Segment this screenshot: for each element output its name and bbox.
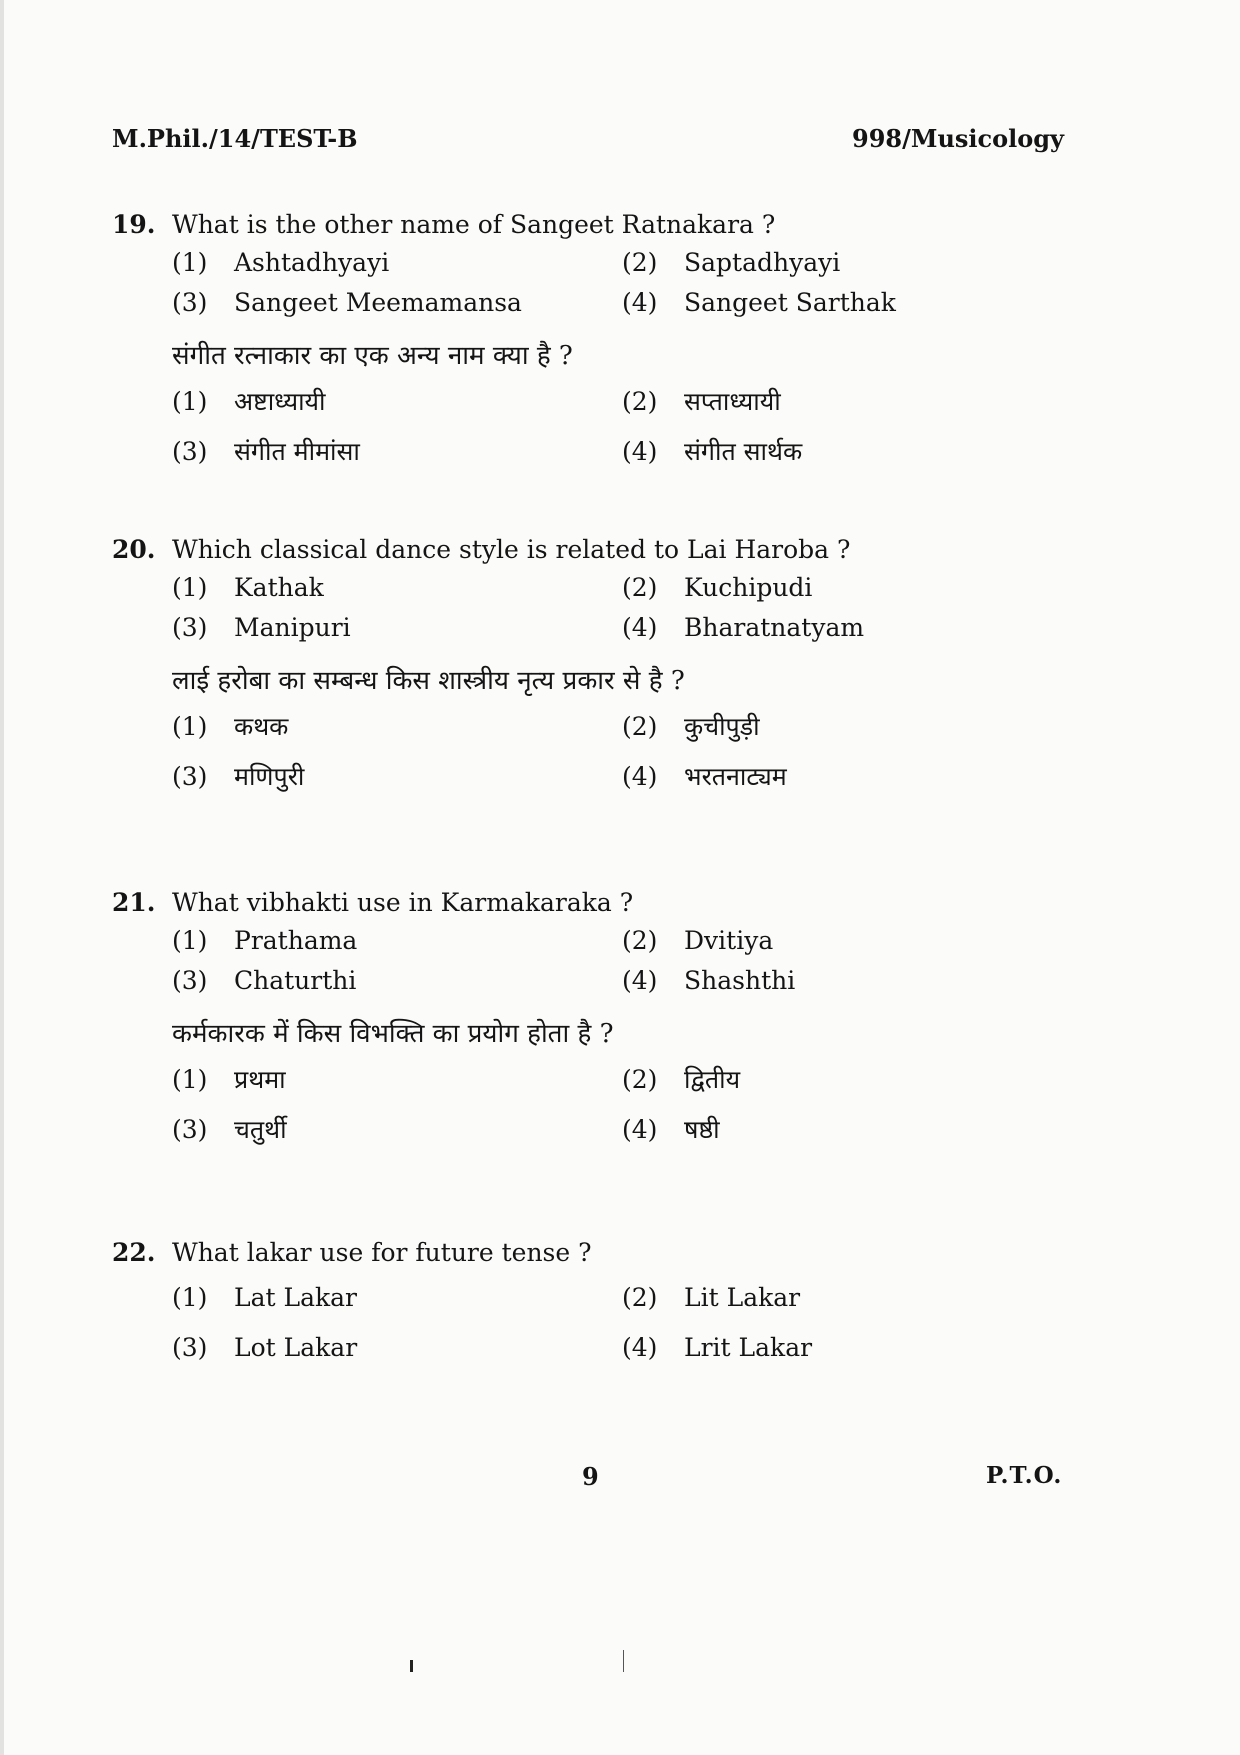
option-text: Sangeet Sarthak (684, 288, 896, 317)
question-text-hindi: संगीत रत्नाकार का एक अन्य नाम क्या है ? (172, 341, 573, 371)
option-1 (172, 246, 622, 280)
option-text: Lrit Lakar (684, 1333, 813, 1362)
option-number: (1) (172, 573, 208, 602)
option-text: द्वितीय (684, 1065, 741, 1094)
option-number: (3) (172, 288, 208, 317)
option-2 (622, 571, 972, 605)
option-text: Bharatnatyam (684, 613, 865, 642)
option-3-hindi (172, 1110, 622, 1150)
option-number: (1) (172, 387, 208, 416)
option-2 (622, 1278, 972, 1318)
option-2 (622, 246, 972, 280)
option-4 (622, 964, 972, 998)
option-number: (4) (622, 966, 658, 995)
option-number: (3) (172, 966, 208, 995)
option-1-hindi (172, 1060, 622, 1100)
option-4-hindi (622, 1110, 972, 1150)
question-number: 19. (112, 210, 156, 239)
option-number: (4) (622, 613, 658, 642)
option-1-hindi (172, 707, 622, 747)
option-number: (3) (172, 613, 208, 642)
option-text: Dvitiya (684, 926, 774, 955)
option-text: Lot Lakar (234, 1333, 358, 1362)
option-number: (2) (622, 387, 658, 416)
option-text: Chaturthi (234, 966, 357, 995)
option-text: Ashtadhyayi (234, 248, 390, 277)
option-number: (1) (172, 712, 208, 741)
option-number: (1) (172, 926, 208, 955)
option-2 (622, 924, 972, 958)
options-hindi (172, 382, 972, 472)
option-number: (2) (622, 712, 658, 741)
option-text: Lit Lakar (684, 1283, 801, 1312)
subject-code: 998/Musicology (852, 124, 1064, 153)
exam-code: M.Phil./14/TEST-B (112, 124, 358, 153)
question-number: 22. (112, 1238, 156, 1267)
question-text: What lakar use for future tense ? (172, 1238, 592, 1267)
option-text: Kathak (234, 573, 324, 602)
option-text: संगीत सार्थक (684, 437, 803, 466)
question-text: What is the other name of Sangeet Ratnakara ? (172, 210, 776, 239)
option-number: (4) (622, 1115, 658, 1144)
options-hindi (172, 707, 972, 797)
option-number: (4) (622, 1333, 658, 1362)
option-number: (3) (172, 1115, 208, 1144)
option-1 (172, 924, 622, 958)
option-number: (2) (622, 573, 658, 602)
option-text: Sangeet Meemamansa (234, 288, 522, 317)
option-text: मणिपुरी (234, 762, 305, 791)
option-text: षष्ठी (684, 1115, 720, 1144)
question-22 (112, 1236, 1092, 1368)
question-text-row (112, 533, 1092, 567)
question-text-hindi: कर्मकारक में किस विभक्ति का प्रयोग होता है ? (172, 1019, 614, 1049)
option-4 (622, 611, 972, 645)
option-text: कथक (234, 712, 289, 741)
question-21 (112, 886, 1092, 1150)
option-text: कुचीपुड़ी (684, 712, 760, 741)
question-number: 20. (112, 535, 156, 564)
option-4-hindi (622, 757, 972, 797)
options-english (172, 246, 972, 320)
option-number: (2) (622, 1065, 658, 1094)
option-text: भरतनाट्यम (684, 762, 787, 791)
option-number: (3) (172, 437, 208, 466)
option-text: Kuchipudi (684, 573, 813, 602)
options-english (172, 571, 972, 645)
question-19 (112, 208, 1092, 472)
option-2-hindi (622, 382, 972, 422)
option-3-hindi (172, 757, 622, 797)
option-1 (172, 1278, 622, 1318)
option-text: अष्टाध्यायी (234, 387, 326, 416)
question-text: Which classical dance style is related to Lai Haroba ? (172, 535, 851, 564)
option-number: (2) (622, 248, 658, 277)
option-text: चतुर्थी (234, 1115, 287, 1144)
page-header (112, 124, 1064, 153)
option-2-hindi (622, 1060, 972, 1100)
options-hindi (172, 1060, 972, 1150)
option-number: (2) (622, 926, 658, 955)
option-1-hindi (172, 382, 622, 422)
scan-mark (623, 1650, 624, 1672)
question-text-hindi: लाई हरोबा का सम्बन्ध किस शास्त्रीय नृत्य प्रकार से है ? (172, 666, 685, 696)
option-4 (622, 286, 972, 320)
scan-mark (410, 1660, 413, 1672)
option-3 (172, 611, 622, 645)
question-text-row (112, 208, 1092, 242)
option-3 (172, 1328, 622, 1368)
option-2-hindi (622, 707, 972, 747)
page-number: 9 (582, 1462, 599, 1491)
option-text: Manipuri (234, 613, 351, 642)
option-number: (4) (622, 437, 658, 466)
options-english (172, 924, 972, 998)
option-text: प्रथमा (234, 1065, 286, 1094)
question-number: 21. (112, 888, 156, 917)
option-number: (4) (622, 762, 658, 791)
option-text: सप्ताध्यायी (684, 387, 781, 416)
options-english (172, 1278, 972, 1368)
option-3-hindi (172, 432, 622, 472)
question-text-row (112, 886, 1092, 920)
option-text: Prathama (234, 926, 358, 955)
option-number: (4) (622, 288, 658, 317)
scan-edge (0, 0, 4, 1755)
option-number: (3) (172, 762, 208, 791)
option-number: (1) (172, 1283, 208, 1312)
option-text: Saptadhyayi (684, 248, 841, 277)
option-text: Shashthi (684, 966, 796, 995)
option-4 (622, 1328, 972, 1368)
option-number: (1) (172, 248, 208, 277)
option-number: (1) (172, 1065, 208, 1094)
option-text: Lat Lakar (234, 1283, 358, 1312)
question-text-row (112, 1236, 1092, 1270)
option-number: (3) (172, 1333, 208, 1362)
question-text: What vibhakti use in Karmakaraka ? (172, 888, 634, 917)
option-text: संगीत मीमांसा (234, 437, 360, 466)
pto-label: P.T.O. (986, 1462, 1063, 1489)
option-3 (172, 964, 622, 998)
question-20 (112, 533, 1092, 797)
option-3 (172, 286, 622, 320)
option-1 (172, 571, 622, 605)
option-4-hindi (622, 432, 972, 472)
option-number: (2) (622, 1283, 658, 1312)
